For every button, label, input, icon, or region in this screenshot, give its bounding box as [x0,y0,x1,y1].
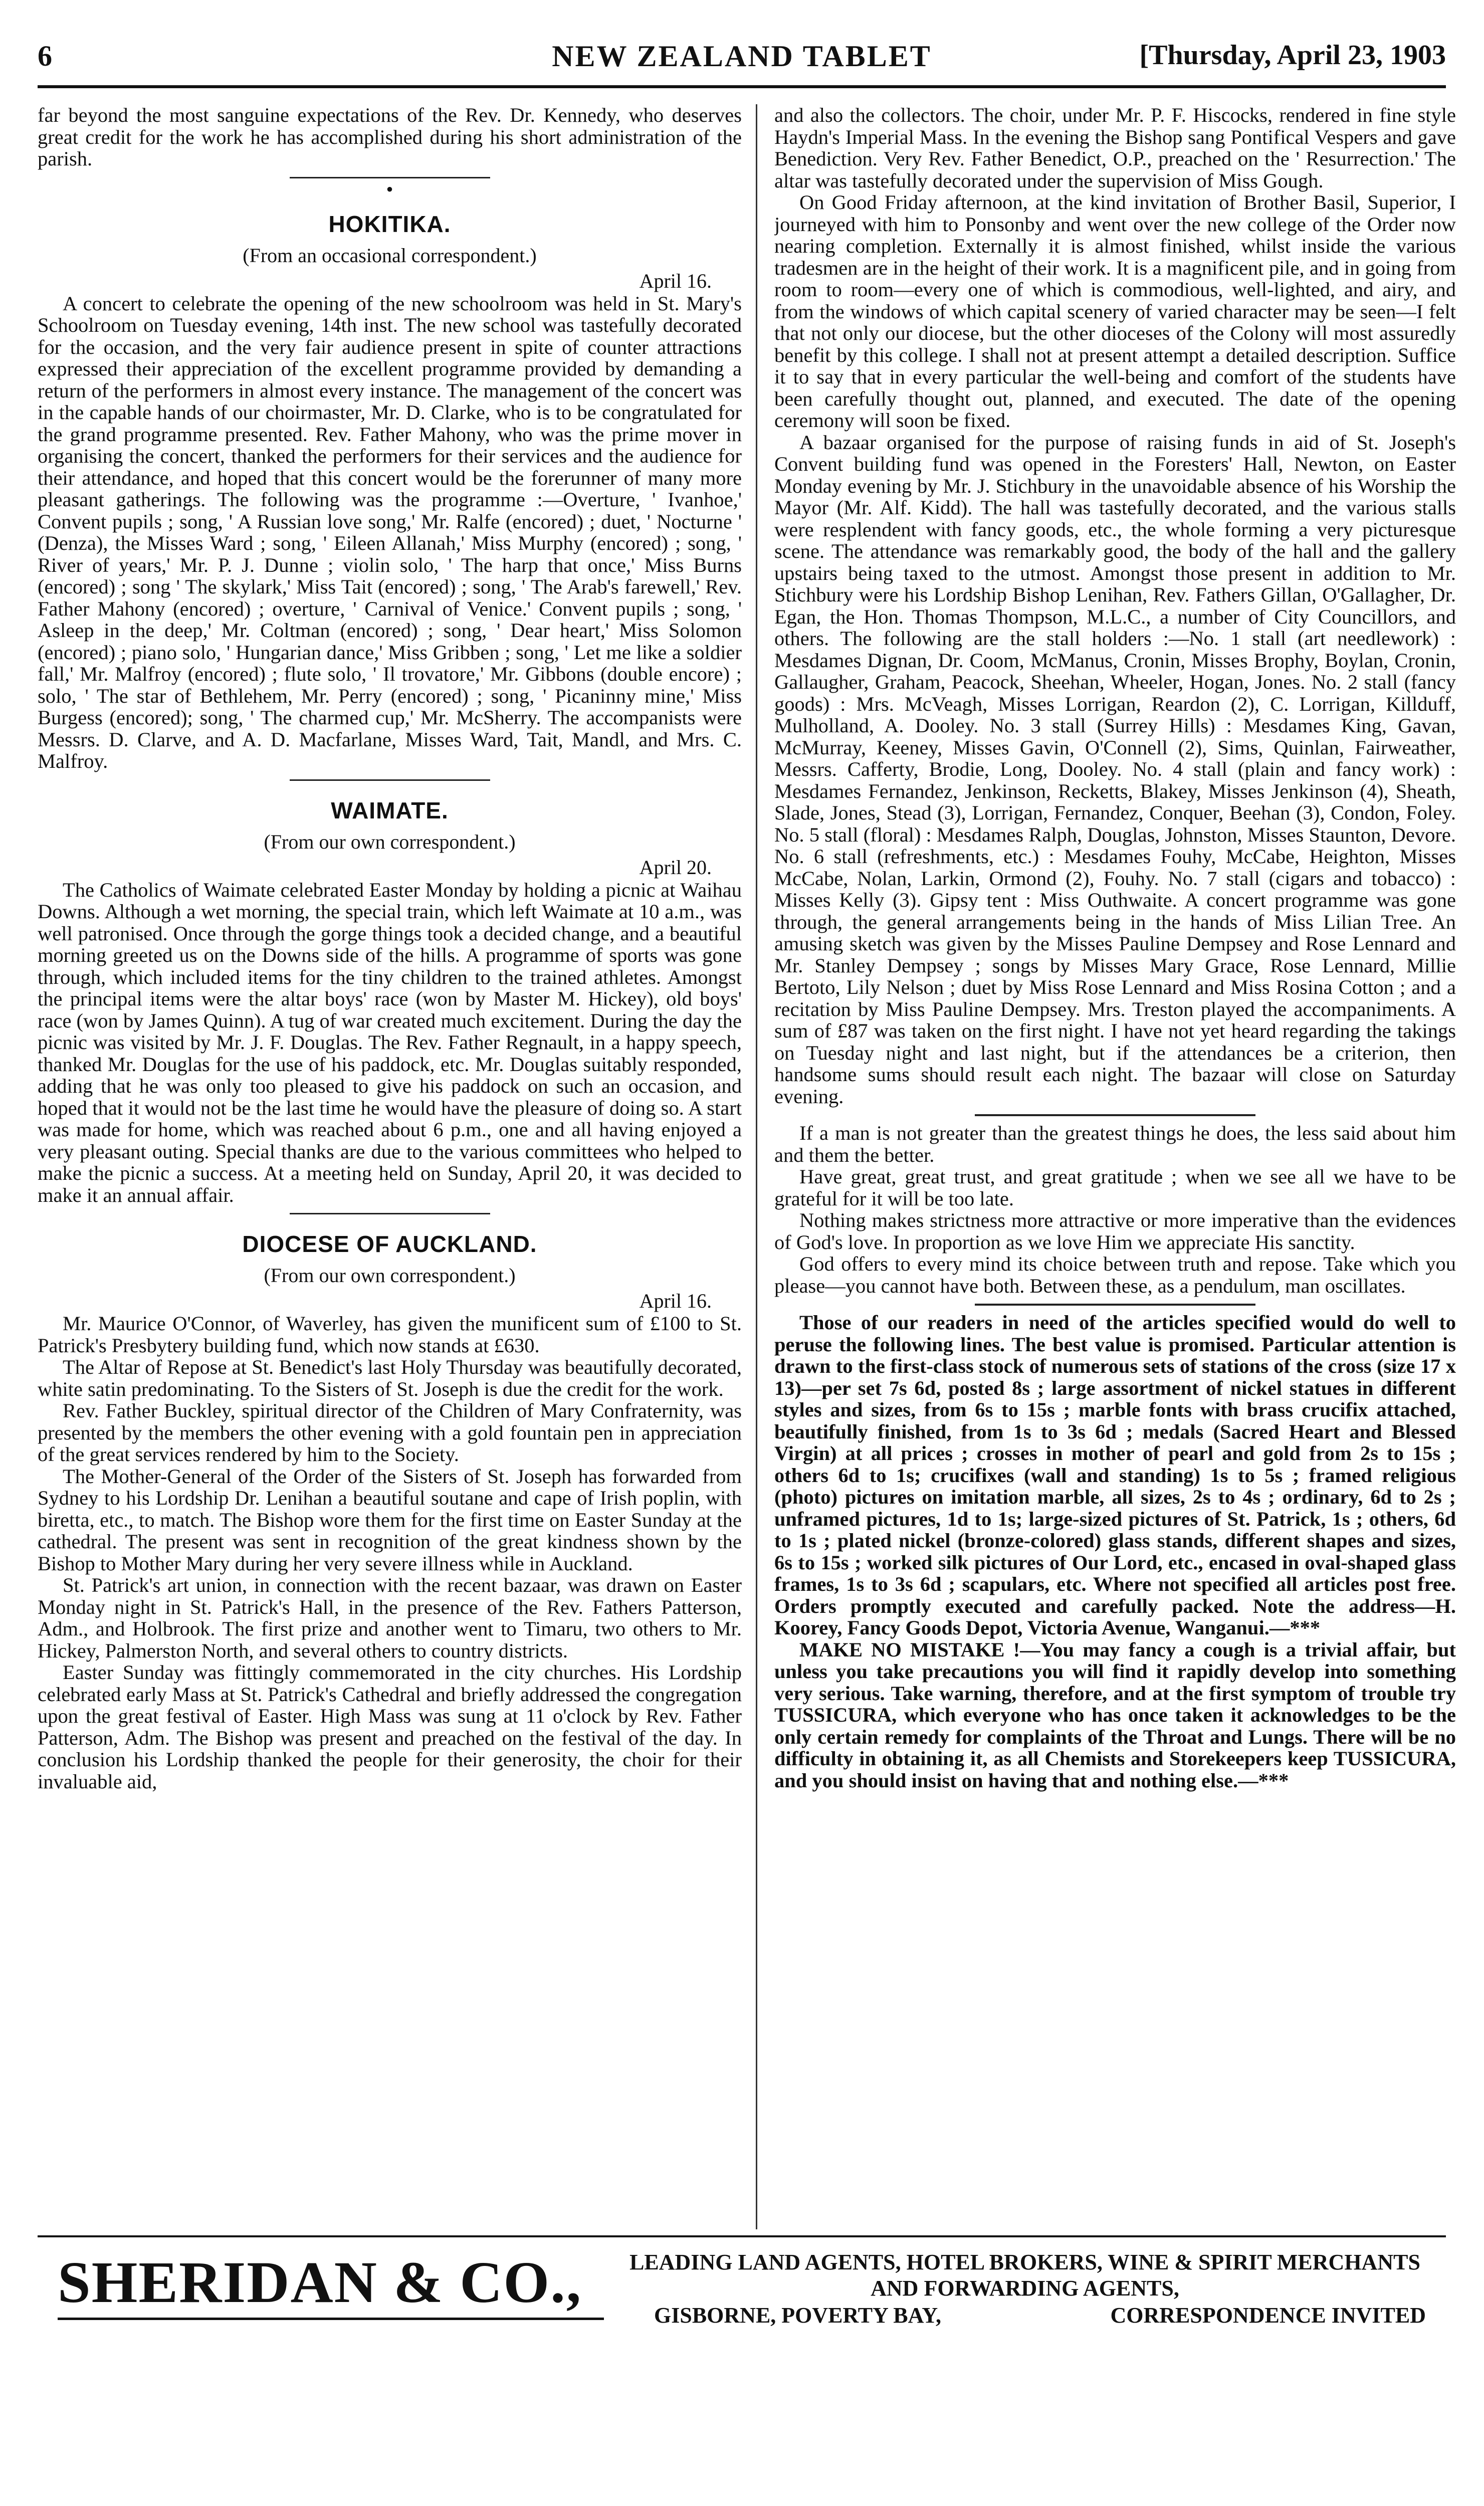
page-header [38,39,1446,99]
right-column [774,104,1456,2219]
publication-title: NEW ZEALAND TABLET [552,40,932,73]
hokitika-date: April 16. [639,269,712,292]
hokitika-source: (From an occasional correspondent.) [243,244,537,267]
correspondence-invited: CORRESPONDENCE INVITED [1110,2303,1426,2328]
left-column [38,104,742,2219]
section-rule [975,1114,1255,1116]
column-divider [756,104,757,2229]
article-paragraph: The Catholics of Waimate celebrated Easter Monday by holding a picnic at Waihau Downs. Although a wet morning, the special train, which left Waimate at 10 a.m., was well patronised. Once through the gorge things took a decided change, and a beautiful morning greeted us on the Downs side of the hills. A programme of sports was gone through, which included items for the tiny children to the trained athletes. Amongst the principal items were the altar boys' race (won by Master M. Hickey), old boys' race (won by James Quinn). A tug of war created much excitement. During the day the picnic was visited by Mr. J. F. Douglas. The Rev. Father Regnault, in a happy speech, thanked Mr. Douglas for the use of his paddock, etc. Mr. Douglas suitably responded, adding that he was only too pleased to give his paddock on such an occasion, and hoped that it would not be the last time he would have the pleasure of doing so. A start was made for home, which was reached about 6 p.m., one and all having enjoyed a very pleasant outing. Special thanks are due to the various committees who helped to make the picnic a success. At a meeting held on Sunday, April 20, it was decided to make it an annual affair. [38,878,742,1206]
maxim-paragraph: Nothing makes strictness more attractive or more imperative than the evidences of God's love. In proportion as we love Him we appreciate His sanctity. [774,1209,1456,1254]
services-line-1: LEADING LAND AGENTS, HOTEL BROKERS, WINE & SPIRIT MERCHANTS [629,2250,1420,2274]
header-rule [38,85,1446,88]
hokitika-heading: HOKITIKA. [328,211,451,237]
article-paragraph: St. Patrick's art union, in connection with the recent bazaar, was drawn on Easter Monday night in St. Patrick's Hall, in the presence of the Rev. Fathers Patterson, Adm., and Holbrook. The first prize and another went to Timaru, two others to Mr. Hickey, Palmerston North, and several others to country districts. [38,1574,742,1662]
article-paragraph: Rev. Father Buckley, spiritual director of the Children of Mary Confraternity, was presented by the members the other evening with a gold fountain pen in appreciation of the great services rendered by him to the Society. [38,1399,742,1466]
waimate-date: April 20. [639,856,712,879]
maxim-paragraph: Have great, great trust, and great gratitude ; when we see all we have to be grateful for it will be too late. [774,1165,1456,1210]
section-rule [290,779,490,781]
footer-advertisement [38,2244,1446,2405]
auckland-heading: DIOCESE OF AUCKLAND. [242,1231,537,1257]
article-paragraph: and also the collectors. The choir, under Mr. P. F. Hiscocks, rendered in fine style Haydn's Imperial Mass. In the evening the Bishop sang Pontifical Vespers and gave Benediction. Very Rev. Father Benedict, O.P., preached on the ' Resurrection.' The altar was tastefully decorated under the supervision of Miss Gough. [774,104,1456,192]
firm-underline [58,2318,604,2320]
bullet-dot: • [386,177,393,200]
article-paragraph: On Good Friday afternoon, at the kind invitation of Brother Basil, Superior, I journeyed with him to Ponsonby and went over the new college of the Order now nearing completion. Externally it is almost finished, whilst inside the various tradesmen are in the height of their work. It is a magnificent pile, and in going from room to room—every one of which is commodious, well-lighted, and airy, and from the windows of which capital scenery of varied character may be seen—I felt that not only our diocese, but the other dioceses of the Colony will most assuredly benefit by this college. I shall not at present attempt a detailed description. Suffice it to say that in every particular the well-being and comfort of the students have been carefully thought out, planned, and executed. The date of the opening ceremony will soon be fixed. [774,191,1456,432]
religious-goods-advert: Those of our readers in need of the articles specified would do well to peruse the following lines. The best value is promised. Particular attention is drawn to the first-class stock of numerous sets of stations of the cross (size 17 x 13)—per set 7s 6d, posted 8s ; large assortment of nickel statues in different styles and sizes, from 6s to 15s ; marble fonts with brass crucifix attached, beautifully finished, from 1s to 3s 6d ; medals (Sacred Heart and Blessed Virgin) at all prices ; crosses in mother of pearl and gold from 2s to 15s ; others 6d to 1s; crucifixes (wall and standing) 1s to 5s ; framed religious (photo) pictures on imitation marble, all sizes, 2s to 4s ; ordinary, 6d to 2s ; unframed pictures, 1d to 1s; large-sized pictures of St. Patrick, 1s ; others, 6d to 1s ; plated nickel (bronze-colored) glass stands, different shapes and sizes, 6s to 15s ; worked silk pictures of Our Lord, etc., encased in oval-shaped glass frames, 1s to 3s 6d ; scapulars, etc. Where not specified all articles post free. Orders promptly executed and carefully packed. Note the address—H. Koorey, Fancy Goods Depot, Victoria Avenue, Wanganui.—*** [774,1311,1456,1639]
waimate-heading: WAIMATE. [331,797,449,823]
article-paragraph: Easter Sunday was fittingly commemorated in the city churches. His Lordship celebrated early Mass at St. Patrick's Cathedral and briefly addressed the congregation upon the great festival of Easter. High Mass was sung at 11 o'clock by Rev. Father Patterson, Adm. The Bishop was present and preached on the festival of the day. In conclusion his Lordship thanked the people for their generosity, the choir for their invaluable aid, [38,1661,742,1793]
article-paragraph: A concert to celebrate the opening of the new schoolroom was held in St. Mary's Schoolroom on Tuesday evening, 14th inst. The new school was tastefully decorated for the occasion, and the very fair audience present in spite of counter attractions expressed their appreciation of the excellent programme provided by demanding a return of the performers in almost every instance. The management of the concert was in the capable hands of our choirmaster, Mr. D. Clarke, who is to be congratulated for the grand programme presented. Rev. Father Mahony, who was the prime mover in organising the concert, thanked the performers for their services and the audience for their attendance, and hoped that this concert would be the forerunner of many more pleasant gatherings. The following was the programme :—Overture, ' Ivanhoe,' Convent pupils ; song, ' A Russian love song,' Mr. Ralfe (encored) ; duet, ' Nocturne ' (Denza), the Misses Ward ; song, ' Eileen Allanah,' Miss Murphy (encored) ; song, ' River of years,' Mr. P. J. Dunne ; violin solo, ' The harp that once,' Miss Burns (encored) ; song ' The skylark,' Miss Tait (encored) ; song, ' The Arab's farewell,' Rev. Father Mahony (encored) ; overture, ' Carnival of Venice.' Convent pupils ; song, ' Asleep in the deep,' Mr. Coltman (encored) ; song, ' Dear heart,' Miss Solomon (encored) ; piano solo, ' Hungarian dance,' Miss Gribben ; song, ' Let me like a soldier fall,' Mr. Malfroy (encored) ; flute solo, ' Il trovatore,' Mr. Gibbons (double encore) ; solo, ' The star of Bethlehem, Mr. Perry (encored) ; song, ' Picaninny mine,' Miss Burgess (encored); song, ' The charmed cup,' Mr. McSherry. The accompanists were Messrs. D. Clarve, and A. D. Macfarlane, Misses Ward, Tait, Mandl, and Mrs. C. Malfroy. [38,292,742,772]
article-paragraph: The Mother-General of the Order of the Sisters of St. Joseph has forwarded from Sydney to his Lordship Dr. Lenihan a beautiful soutane and cape of Irish poplin, with biretta, etc., to match. The Bishop wore them for the first time on Easter Sunday at the cathedral. The present was sent in recognition of the great kindness shown by the Bishop to Mother Mary during her very severe illness while in Auckland. [38,1465,742,1575]
services-line-2: AND FORWARDING AGENTS, [871,2276,1179,2301]
firm-address: GISBORNE, POVERTY BAY, [654,2303,942,2328]
article-paragraph: Mr. Maurice O'Connor, of Waverley, has given the munificent sum of £100 to St. Patrick's Presbytery building fund, which now stands at £630. [38,1312,742,1357]
page-number: 6 [38,40,52,72]
waimate-source: (From our own correspondent.) [264,830,516,853]
tussicura-advert: MAKE NO MISTAKE !—You may fancy a cough is a trivial affair, but unless you take precautions you will find it rapidly develop into something very serious. Take warning, therefore, and at the first symptom of trouble try TUSSICURA, which everyone who has once taken it acknowledges to be the only certain remedy for complaints of the Throat and Lungs. There will be no difficulty in obtaining it, as all Chemists and Storekeepers keep TUSSICURA, and you should insist on having that and nothing else.—*** [774,1638,1456,1792]
maxim-paragraph: God offers to every mind its choice between truth and repose. Take which you please—you cannot have both. Between these, as a pendulum, man oscillates. [774,1252,1456,1297]
section-rule [290,1213,490,1214]
issue-date: [Thursday, April 23, 1903 [1139,40,1446,71]
intro-paragraph: far beyond the most sanguine expectations of the Rev. Dr. Kennedy, who deserves great credit for the work he has accomplished during his short administration of the parish. [38,104,742,170]
maxim-paragraph: If a man is not greater than the greatest things he does, the less said about him and them the better. [774,1122,1456,1166]
article-paragraph: The Altar of Repose at St. Benedict's last Holy Thursday was beautifully decorated, white satin predominating. To the Sisters of St. Joseph is due the credit for the work. [38,1356,742,1400]
section-rule [975,1304,1255,1306]
firm-name: SHERIDAN & CO., [58,2249,582,2315]
footer-rule [38,2235,1446,2237]
firm-services [604,2249,1446,2302]
article-paragraph: A bazaar organised for the purpose of raising funds in aid of St. Joseph's Convent building fund was opened in the Foresters' Hall, Newton, on Easter Monday evening by Mr. J. Stichbury in the unavoidable absence of his Worship the Mayor (Mr. Alf. Kidd). The hall was tastefully decorated, and the various stalls were resplendent with fancy goods, etc., the whole forming a very picturesque scene. The attendance was remarkably good, the body of the hall and the gallery upstairs being taxed to the utmost. Amongst those present in addition to Mr. Stichbury were his Lordship Bishop Lenihan, Rev. Fathers Gillan, O'Gallagher, Dr. Egan, the Hon. Thomas Thompson, M.L.C., a number of City Councillors, and others. The following are the stall holders :—No. 1 stall (art needlework) : Mesdames Dignan, Dr. Coom, McManus, Cronin, Misses Brophy, Boylan, Cronin, Gallaugher, Graham, Peacock, Sheehan, Wheeler, Hogan, Jones. No. 2 stall (fancy goods) : Mrs. McVeagh, Misses Lorrigan, Reardon (2), C. Lorrigan, Killduff, Mulholland, A. Dooley. No. 3 stall (Surrey Hills) : Mesdames King, Gavan, McMurray, Keeney, Misses Gavin, O'Connell (2), Sims, Quinlan, Fairweather, Messrs. Cafferty, Brodie, Long, Dooley. No. 4 stall (plain and fancy work) : Mesdames Fernandez, Jenkinson, Recketts, Blakey, Misses Jenkinson (4), Sheath, Slade, Jones, Stead (3), Lorrigan, Fernandez, Conquer, Beehan (3), Condon, Foley. No. 5 stall (floral) : Mesdames Ralph, Douglas, Johnston, Misses Staunton, Devore. No. 6 stall (refreshments, etc.) : Mesdames Fouhy, McCabe, Heighton, Misses McCabe, Nolan, Larkin, Ormond (2), Fouhy. No. 7 stall (cigars and tobacco) : Misses Kelly (3). Gipsy tent : Miss Outhwaite. A concert programme was gone through, the general arrangements being in the hands of Miss Lilian Tree. An amusing sketch was given by the Misses Pauline Dempsey and Rose Lennard and Mr. Stanley Dempsey ; songs by Misses Mary Grace, Rose Lennard, Millie Bertoto, Lily Nelson ; duet by Miss Rose Lennard and Miss Rosina Cotton ; and a recitation by Miss Pauline Dempsey. Mrs. Treston played the accompaniments. A sum of £87 was taken on the first night. I have not yet heard regarding the takings on Tuesday night and last night, but if the attendances be a criterion, then handsome sums should result each night. The bazaar will close on Saturday evening. [774,431,1456,1108]
auckland-date: April 16. [639,1290,712,1312]
auckland-source: (From our own correspondent.) [264,1264,516,1287]
